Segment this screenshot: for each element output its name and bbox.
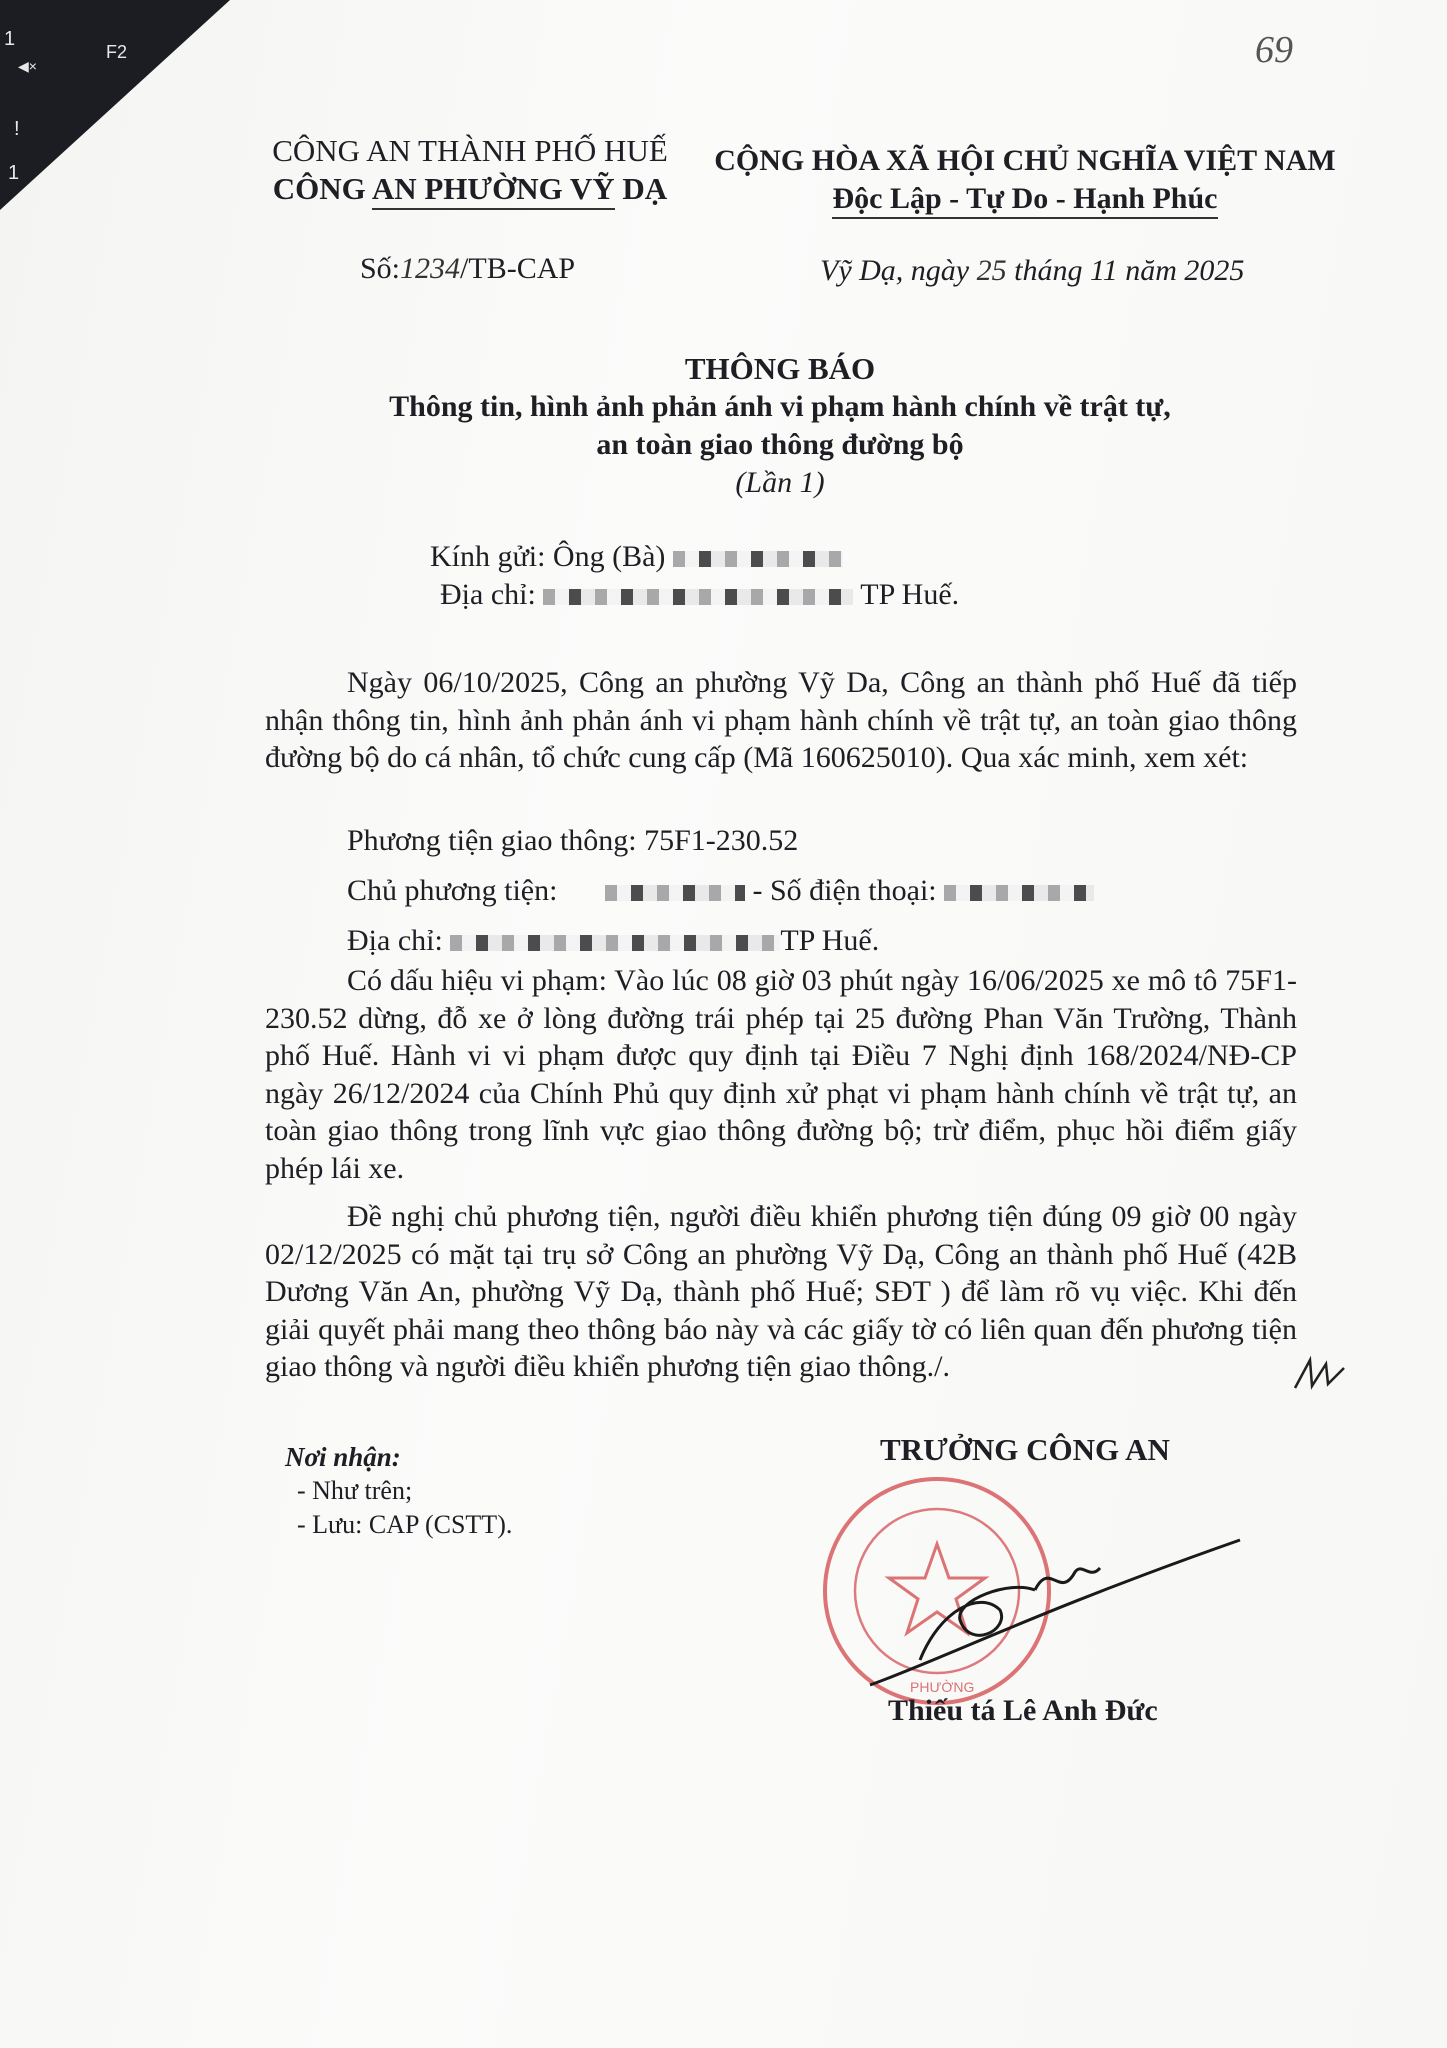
paragraph-request: Đề nghị chủ phương tiện, người điều khiển phương tiện đúng 09 giờ 00 ngày 02/12/2025 có mặt tại trụ sở Công an phường Vỹ Dạ, Công an thành phố Huế (42B Dương Văn An, phường Vỹ Dạ, thành phố Huế; SĐT ) để làm rõ vụ việc. Khi đến giải quyết phải mang theo thông báo này và các giấy tờ có liên quan đến phương tiện giao thông và người điều khiển phương tiện giao thông./. xyxy=(265,1200,1297,1383)
keyboard-key-exclaim: ! xyxy=(14,118,20,140)
handwritten-page-number: 69 xyxy=(1255,29,1293,71)
salutation: Kính gửi: Ông (Bà) xyxy=(430,538,959,576)
recipient-block xyxy=(430,538,959,614)
motto: Độc Lập - Tự Do - Hạnh Phúc xyxy=(700,180,1350,218)
laptop-keyboard-corner xyxy=(0,0,230,210)
paragraph-intro: Ngày 06/10/2025, Công an phường Vỹ Da, Công an thành phố Huế đã tiếp nhận thông tin, hình ảnh phản ánh vi phạm hành chính về trật tự, an toàn giao thông đường bộ do cá nhân, tổ chức cung cấp (Mã 160625010). Qua xác minh, xem xét: xyxy=(265,666,1297,774)
signer-title: TRƯỞNG CÔNG AN xyxy=(880,1432,1170,1467)
national-motto xyxy=(700,142,1350,218)
receiver-item: - Như trên; xyxy=(297,1476,413,1505)
issuing-agency xyxy=(250,132,690,208)
redacted-owner xyxy=(605,885,745,901)
receiver-item: - Lưu: CAP (CSTT). xyxy=(297,1510,513,1539)
svg-text:PHƯỜNG: PHƯỜNG xyxy=(910,1679,975,1695)
vehicle-line: Phương tiện giao thông: 75F1-230.52 xyxy=(347,824,799,857)
handwritten-signature xyxy=(860,1520,1260,1690)
agency-line-1: CÔNG AN THÀNH PHỐ HUẾ xyxy=(272,133,668,168)
document-date: Vỹ Dạ, ngày 25 tháng 11 năm 2025 xyxy=(820,254,1245,287)
title-line-3: an toàn giao thông đường bộ xyxy=(596,428,964,461)
agency-line-2: CÔNG AN PHƯỜNG VỸ DẠ xyxy=(250,170,690,208)
receivers-block xyxy=(285,1440,512,1542)
redacted-address xyxy=(543,589,853,605)
owner-line: Chủ phương tiện: - Số điện thoại: xyxy=(265,872,1297,910)
paragraph-violation: Có dấu hiệu vi phạm: Vào lúc 08 giờ 03 phút ngày 16/06/2025 xe mô tô 75F1-230.52 dừng, đỗ xe ở lòng đường trái phép tại 25 đường Phan Văn Trường, Thành phố Huế. Hành vi vi phạm được quy định tại Điều 7 Nghị định 168/2024/NĐ-CP ngày 26/12/2024 của Chính Phủ quy định xử phạt vi phạm hành chính về trật tự, an toàn giao thông trong lĩnh vực giao thông đường bộ; trừ điểm, phục hồi điểm giấy phép lái xe. xyxy=(265,964,1297,1185)
keyboard-key-1b: 1 xyxy=(8,162,20,184)
title-line-2: Thông tin, hình ảnh phản ánh vi phạm hành chính về trật tự, xyxy=(389,390,1171,423)
title-line-4: (Lần 1) xyxy=(735,466,825,499)
receivers-heading: Nơi nhận: xyxy=(285,1442,401,1472)
keyboard-key-1: 1 xyxy=(4,28,16,50)
signer-name: Thiếu tá Lê Anh Đức xyxy=(888,1694,1158,1727)
redacted-owner-address xyxy=(450,935,780,951)
document-title xyxy=(300,350,1260,502)
redacted-phone xyxy=(944,885,1094,901)
recipient-address: Địa chỉ: TP Huế. xyxy=(440,578,960,611)
keyboard-key-f2: F2 xyxy=(106,42,128,62)
title-main: THÔNG BÁO xyxy=(684,351,876,386)
mute-icon: ◀× xyxy=(18,58,37,74)
redacted-name xyxy=(673,551,843,567)
document-number: Số:1234/TB-CAP xyxy=(360,252,576,285)
handwritten-initials xyxy=(1290,1350,1350,1400)
owner-address-line: Địa chỉ: TP Huế. xyxy=(347,924,880,957)
country-name: CỘNG HÒA XÃ HỘI CHỦ NGHĨA VIỆT NAM xyxy=(714,144,1336,177)
